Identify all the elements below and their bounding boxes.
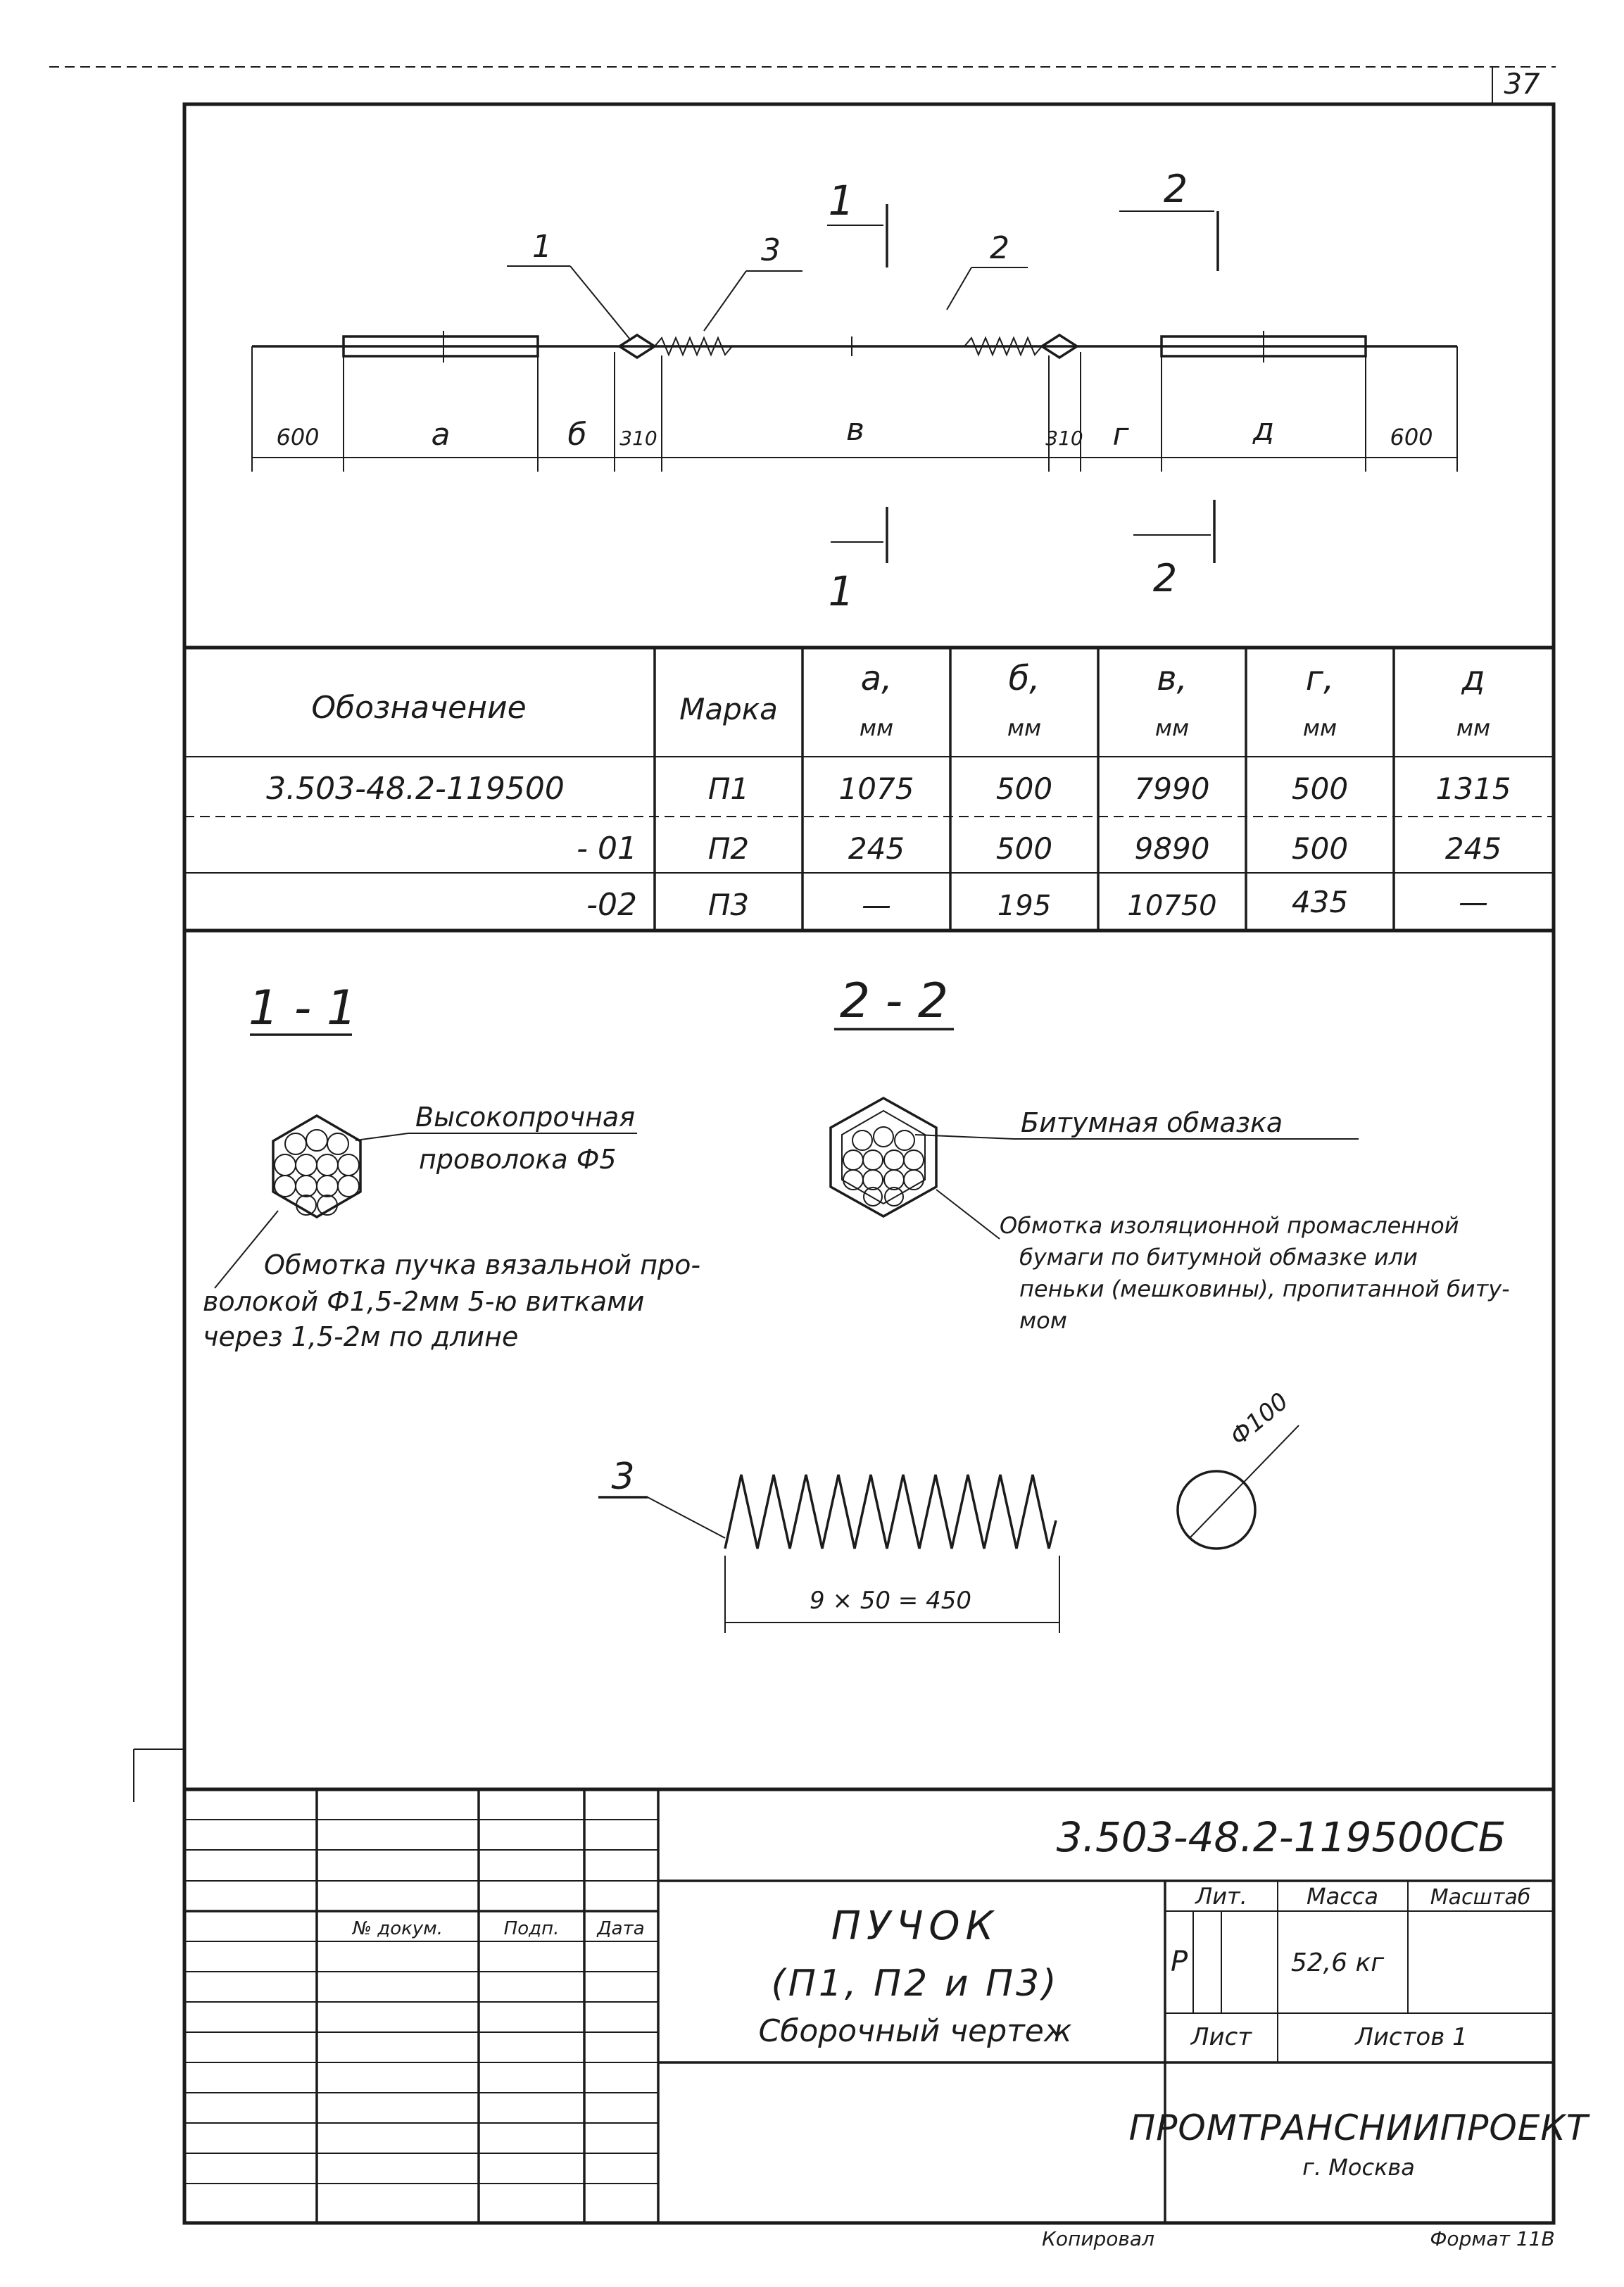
drawing-code: 3.503-48.2-119500СБ: [1056, 1813, 1506, 1861]
row1-g: 500: [1291, 771, 1349, 806]
section-1-1-hexagon: [273, 1116, 360, 1217]
dimension-labels: [276, 412, 1433, 453]
dim-a: а: [431, 417, 451, 453]
section-2-2-title: 2 - 2: [839, 974, 949, 1029]
organization-city: г. Москва: [1302, 2154, 1415, 2181]
note-paper-line3: пеньки (мешковины), пропитанной биту-: [1019, 1275, 1510, 1302]
th-a-unit: мм: [859, 714, 894, 741]
row2-designation: - 01: [577, 831, 637, 867]
lit-value: Р: [1170, 1946, 1188, 1978]
note-wrap-line3: через 1,5-2м по длине: [203, 1321, 519, 1352]
dim-off-right: 310: [1045, 427, 1083, 450]
dim-g: г: [1112, 417, 1129, 453]
mass-value: 52,6 кг: [1290, 1948, 1385, 1977]
th-a: а,: [860, 659, 893, 698]
row2-g: 500: [1291, 831, 1349, 866]
note-wrap-line2: волокой Ф1,5-2мм 5-ю витками: [203, 1286, 645, 1317]
section-mark-2-bottom: 2: [1152, 556, 1178, 600]
th-g-unit: мм: [1302, 714, 1337, 741]
th-v-unit: мм: [1154, 714, 1190, 741]
row2-v: 9890: [1134, 831, 1210, 866]
row1-mark: П1: [707, 771, 750, 806]
th-d: д: [1461, 659, 1485, 698]
note-paper-line2: бумаги по битумной обмазке или: [1019, 1244, 1418, 1271]
section-1-1-title: 1 - 1: [248, 981, 358, 1036]
drawing-name-line2: (П1, П2 и П3): [771, 1962, 1059, 2005]
organization-name: ПРОМТРАНСНИИПРОЕКТ: [1128, 2108, 1589, 2148]
th-b: б,: [1008, 659, 1040, 698]
table-row: [577, 831, 1502, 867]
th-g: г,: [1305, 659, 1335, 698]
row1-v: 7990: [1134, 771, 1210, 806]
th-v: в,: [1157, 659, 1188, 698]
drawing-name-line3: Сборочный чертеж: [758, 2013, 1072, 2049]
th-d-unit: мм: [1456, 714, 1491, 741]
note-wire-line1: Высокопрочная: [415, 1102, 636, 1133]
row3-g: 435: [1291, 885, 1349, 919]
section-2-2-hexagon: [831, 1098, 936, 1216]
dim-v: в: [846, 412, 864, 448]
section-mark-2-top: 2: [1163, 167, 1188, 211]
th-mark: Марка: [679, 692, 778, 726]
note-wrap-line1: Обмотка пучка вязальной про-: [264, 1249, 701, 1280]
footer-copied: Копировал: [1042, 2227, 1154, 2250]
row3-v: 10750: [1127, 890, 1217, 922]
row1-a: 1075: [838, 771, 914, 806]
th-b-unit: мм: [1007, 714, 1042, 741]
leader-label-2: 2: [990, 230, 1009, 266]
table-row: [586, 885, 1488, 923]
note-bitumen: Битумная обмазка: [1021, 1107, 1283, 1138]
sheet-label: Лист: [1190, 2023, 1252, 2051]
row3-mark: П3: [707, 888, 750, 922]
drawing-name-line1: ПУЧОК: [831, 1903, 1000, 1949]
row2-d: 245: [1444, 831, 1502, 866]
row2-mark: П2: [707, 831, 750, 866]
dim-off-left: 310: [619, 427, 657, 450]
sheets-label: Листов 1: [1355, 2023, 1468, 2051]
spring-coil: [725, 1475, 1056, 1549]
row1-b: 500: [995, 771, 1053, 806]
row3-designation: -02: [586, 887, 637, 923]
row2-a: 245: [848, 831, 905, 866]
row2-b: 500: [995, 831, 1053, 866]
scale-label: Масштаб: [1430, 1885, 1531, 1910]
note-paper-line1: Обмотка изоляционной промасленной: [1000, 1212, 1459, 1239]
bundle-elevation: [252, 204, 1457, 563]
dim-b: б: [567, 417, 587, 453]
leader-label-3: 3: [761, 232, 781, 268]
th-designation: Обозначение: [311, 690, 527, 726]
stamp-doc-no: № докум.: [352, 1918, 443, 1939]
mass-label: Масса: [1306, 1883, 1379, 1910]
lit-label: Лит.: [1195, 1883, 1247, 1910]
dim-end-right: 600: [1390, 424, 1433, 451]
stamp-date: Дата: [597, 1918, 645, 1939]
leader-label-1: 1: [532, 229, 552, 265]
section-mark-1-bottom: 1: [828, 567, 855, 615]
page-number: 37: [1504, 68, 1540, 101]
row3-d: —: [1459, 885, 1488, 919]
note-wire-line2: проволока Ф5: [419, 1144, 617, 1175]
note-paper-line4: мом: [1019, 1307, 1067, 1334]
row3-a: —: [862, 888, 891, 922]
row3-b: 195: [997, 890, 1052, 922]
spring-dimension: 9 × 50 = 450: [810, 1587, 971, 1615]
dim-end-left: 600: [276, 424, 320, 451]
row1-designation: 3.503-48.2-119500: [266, 771, 565, 807]
spring-label: 3: [611, 1456, 635, 1498]
stamp-signature: Подп.: [503, 1918, 560, 1939]
spring-diameter: Ф100: [1225, 1387, 1294, 1451]
dim-d: д: [1252, 412, 1275, 448]
row1-d: 1315: [1435, 771, 1511, 806]
section-mark-1-top: 1: [828, 177, 855, 225]
footer-format: Формат 11В: [1430, 2227, 1555, 2250]
table-row: [266, 771, 1511, 807]
spec-table-header: [311, 659, 1490, 741]
